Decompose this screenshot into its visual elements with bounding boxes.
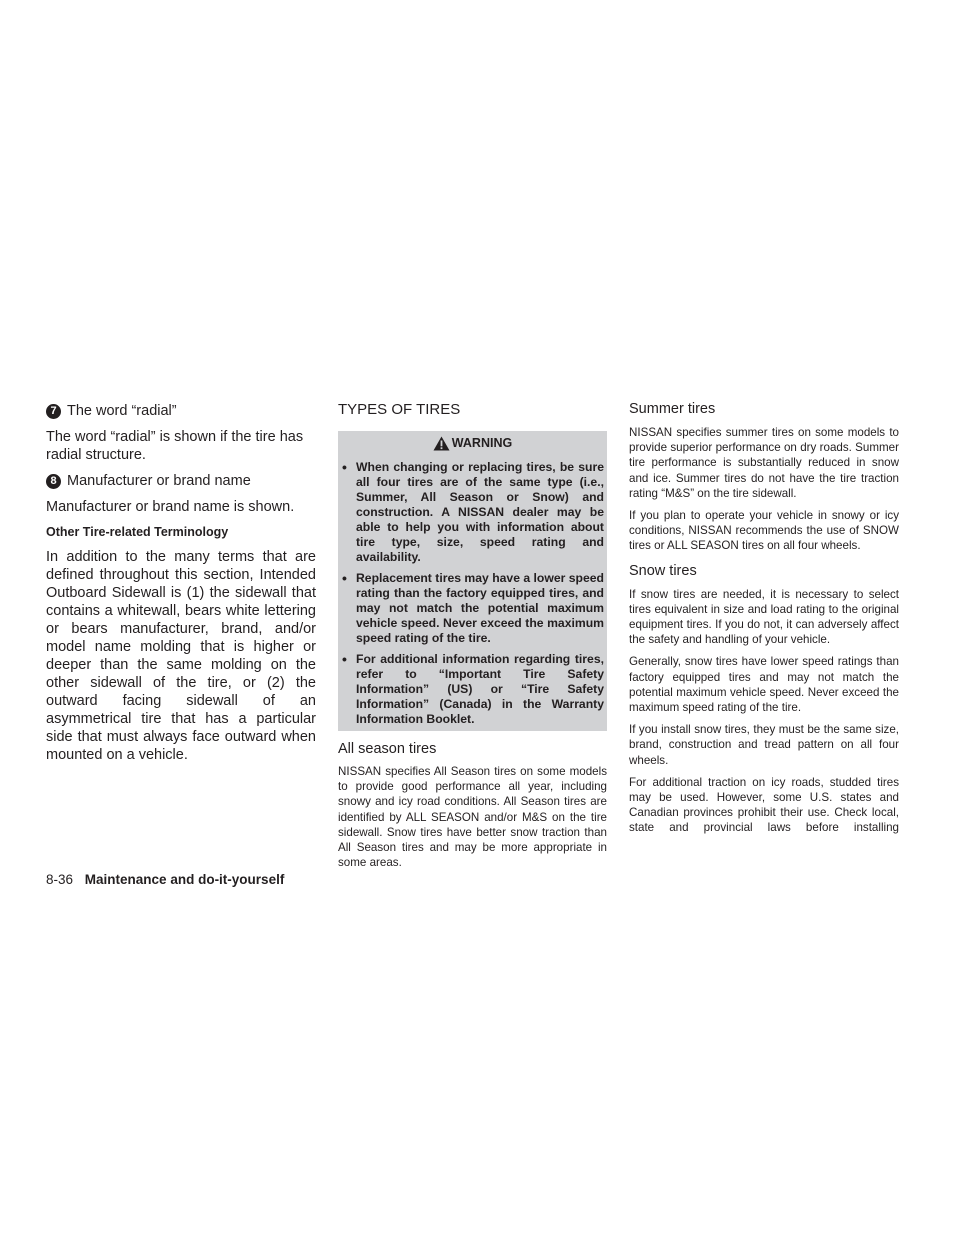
page-footer — [46, 871, 284, 888]
footer-section-title: Maintenance and do-it-yourself — [84, 872, 285, 887]
bullet-icon: • — [342, 570, 347, 586]
snow-paragraph-1: If snow tires are needed, it is necessary to select tires equivalent in size and load rating to the original equipment tires. If you do not, it can adversely affect the safety and handling of your vehicle. — [629, 587, 899, 647]
summer-paragraph-1: NISSAN specifies summer tires on some models to provide superior performance on dry roads. Summer tire performance is substantially reduced in snow and ice. Summer tires do not have the tire traction rating “M&S” on the tire sidewall. — [629, 426, 899, 500]
warning-triangle-icon — [433, 436, 450, 451]
section-heading: TYPES OF TIRES — [338, 401, 461, 418]
bullet-icon: • — [342, 651, 347, 667]
warning-list — [341, 460, 604, 727]
item-7-label: The word “radial” — [67, 403, 177, 419]
all-season-heading: All season tires — [338, 741, 437, 757]
warning-item-text: Replacement tires may have a lower speed rating than the factory equipped tires, and may not match the potential maximum vehicle speed. Never exceed the maximum speed rating of the tire. — [356, 571, 604, 645]
terminology-subheading: Other Tire-related Terminology — [46, 525, 229, 539]
terminology-paragraph: In addition to the many terms that are defined throughout this section, Intended Outboard Sidewall is (1) the sidewall that contains a whitewall, bears white lettering or bears manufacturer, brand, and/or model name molding that is higher or deeper than the same molding on the other sidewall of the tire, or (2) the outward facing sidewall of an asymmetrical tire that has a particular side that must always face outward when mounted on a vehicle. — [46, 549, 316, 763]
item-7-description: The word “radial” is shown if the tire has radial structure. — [46, 429, 304, 463]
warning-item — [341, 652, 604, 727]
warning-item-text: For additional information regarding tires, refer to “Important Tire Safety Information” (US) or “Tire Safety Information” (Canada) in the Warranty Information Booklet. — [356, 652, 604, 726]
warning-box — [338, 431, 607, 731]
page-number: 8-36 — [46, 872, 74, 887]
item-8-heading — [46, 472, 316, 491]
summer-paragraph-2: If you plan to operate your vehicle in snowy or icy conditions, NISSAN recommends the use of SNOW tires or ALL SEASON tires on all four wheels. — [629, 509, 899, 553]
right-column — [629, 400, 899, 836]
warning-title-text: WARNING — [451, 436, 513, 450]
item-8-description: Manufacturer or brand name is shown. — [46, 499, 295, 515]
item-8-label: Manufacturer or brand name — [67, 473, 251, 489]
warning-item — [341, 571, 604, 646]
warning-item — [341, 460, 604, 565]
summer-heading: Summer tires — [629, 401, 716, 417]
bullet-icon: • — [342, 459, 347, 475]
snow-paragraph-4: For additional traction on icy roads, studded tires may be used. However, some U.S. states and Canadian provinces prohibit their use. Check local, state and provincial laws before installing — [629, 775, 899, 835]
item-7-heading — [46, 402, 316, 421]
snow-paragraph-2: Generally, snow tires have lower speed ratings than factory equipped tires and may not match the potential maximum vehicle speed. Never exceed the maximum speed rating of the tire. — [629, 655, 899, 715]
circled-number-7: 7 — [46, 404, 61, 419]
middle-column — [338, 400, 607, 870]
left-column — [46, 400, 316, 764]
circled-number-8: 8 — [46, 474, 61, 489]
snow-heading: Snow tires — [629, 562, 697, 579]
all-season-paragraph: NISSAN specifies All Season tires on some models to provide good performance all year, including snowy and icy road conditions. All Season tires are identified by ALL SEASON and/or M&S on the tire sidewall. Snow tires have better snow traction than All Season tires and may be more appropriate in some areas. — [338, 765, 607, 870]
warning-title — [341, 433, 604, 454]
snow-paragraph-3: If you install snow tires, they must be the same size, brand, construction and tread pattern on all four wheels. — [629, 723, 899, 767]
warning-item-text: When changing or replacing tires, be sure all four tires are of the same type (i.e., Summer, All Season or Snow) and construction. A NISSAN dealer may be able to help you with information about tire type, size, speed rating and availability. — [356, 460, 604, 564]
